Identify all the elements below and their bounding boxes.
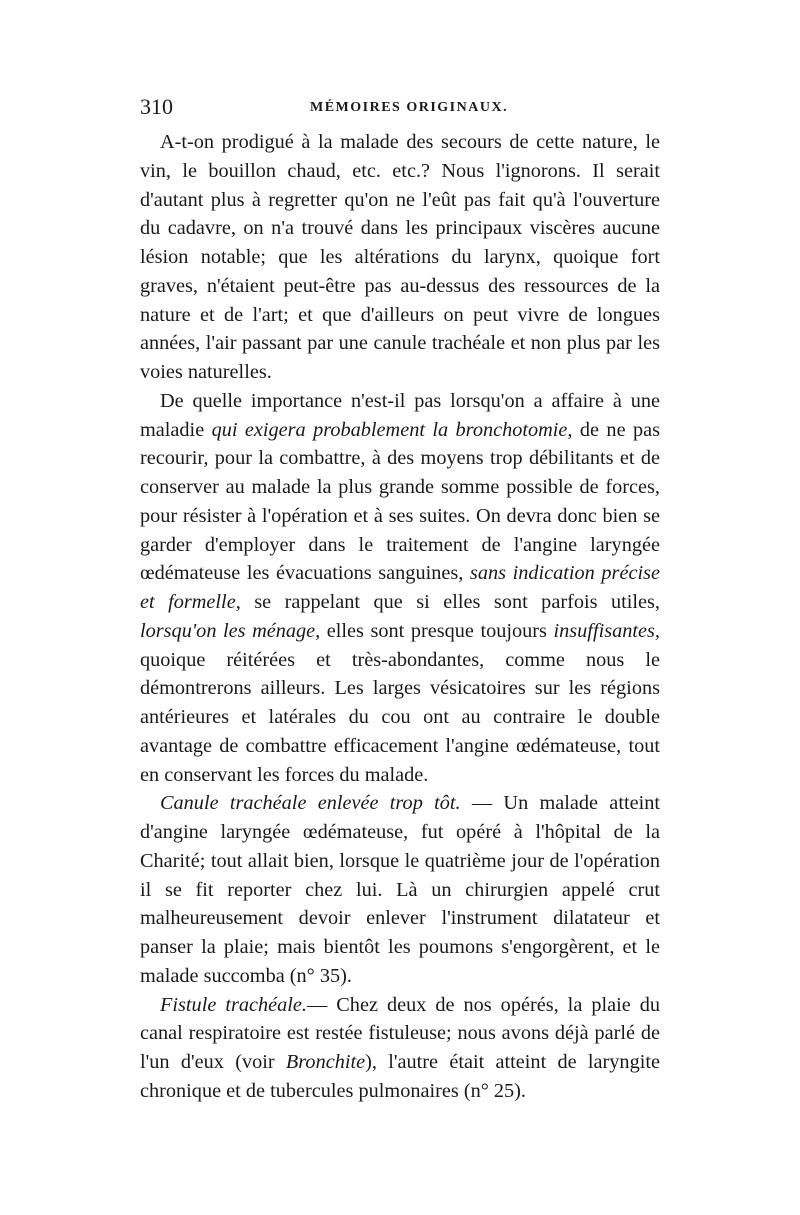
italic-run: sans indication précise et formelle, (140, 562, 660, 613)
text-run: A-t-on prodigué à la malade des secours de cette nature, le vin, le bouillon chaud, etc. etc.? Nous l'ignorons. Il serait d'autant plus à regretter qu'on ne l'eût pas fait qu'à l'ouverture du cadavre, on n'a trouvé dans les principaux viscères aucune lésion notable; que les altérations du larynx, quoique fort graves, n'étaient peut-être pas au-dessus des ressources de la nature et de l'art; et que d'ailleurs on peut vivre de longues années, l'air passant par une canule trachéale et non plus par les voies naturelles. (140, 131, 660, 383)
paragraph-3-canule-trachéale (140, 789, 660, 990)
paragraph-4-fistule-trachéale (140, 991, 660, 1106)
text-run: se rappelant que si elles sont parfois utiles, (240, 591, 660, 613)
text-run: — Chez deux de nos opérés, la plaie du canal respiratoire est restée fistuleuse; nous avons déjà parlé de l'un d'eux (voir (140, 993, 661, 1073)
italic-run: Bronchite (285, 1051, 366, 1073)
text-run: elles sont presque toujours (320, 619, 554, 642)
text-run: de ne pas recourir, pour la combattre, à des moyens trop débilitants et de conserver au malade la plus grande somme possible de forces, pour résister à l'opération et à ses suites. On devra donc bien se garder d'employer dans le traitement de l'angine laryngée œdémateuse les évacuations sanguines, (140, 418, 660, 585)
body-text (140, 128, 660, 1106)
italic-run: lorsqu'on les ménage, (140, 619, 321, 642)
text-run: De quelle importance n'est-il pas lorsqu'on a affaire à une maladie (140, 389, 660, 441)
text-run: quoique réitérées et très-abondantes, comme nous le démontrerons ailleurs. Les larges vésicatoires sur les régions antérieures et latérales du cou ont au contraire le double avantage de combattre efficacement l'angine œdémateuse, tout en conservant les forces du malade. (140, 648, 660, 786)
italic-run: qui exigera probablement la bronchotomie, (211, 418, 573, 441)
paragraph-1 (140, 128, 660, 387)
italic-run: Fistule trachéale. (160, 993, 307, 1016)
page-header (140, 92, 662, 122)
italic-run: Canule trachéale enlevée trop tôt. (160, 792, 461, 815)
italic-run: insuffisantes, (553, 619, 660, 642)
text-run: ), l'autre était atteint de laryngite chronique et de tubercules pulmonaires (n° 25). (140, 1051, 660, 1102)
paragraph-2 (140, 387, 660, 790)
running-head: MÉMOIRES ORIGINAUX. (310, 100, 509, 115)
page-number: 310 (140, 94, 173, 119)
text-run: — Un malade atteint d'angine laryngée œdémateuse, fut opéré à l'hôpital de la Charité; tout allait bien, lorsque le quatrième jour de l'opération il se fit reporter chez lui. Là un chirurgien appelé crut malheureusement devoir enlever l'instrument dilatateur et panser la plaie; mais bientôt les poumons s'engorgèrent, et le malade succomba (n° 35). (140, 792, 660, 987)
